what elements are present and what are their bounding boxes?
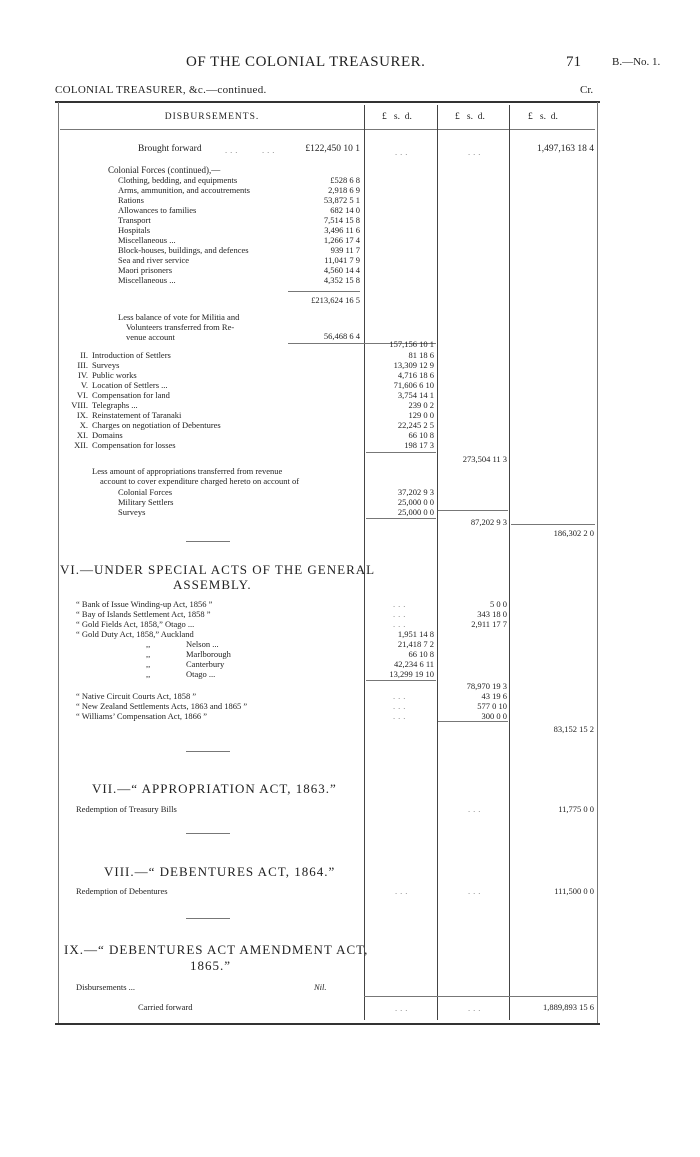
- section-divider: [186, 751, 230, 752]
- item-number: IV.: [78, 370, 88, 380]
- section-7-title: VII.—“ APPROPRIATION ACT, 1863.”: [92, 781, 337, 796]
- less-approp-amount: 25,000 0 0: [397, 507, 434, 517]
- act-amount: 42,234 6 11: [393, 659, 434, 669]
- item-amount: 239 0 2: [408, 400, 434, 410]
- item-label: Reinstatement of Taranaki: [92, 410, 182, 420]
- item-amount: 66 10 8: [408, 430, 434, 440]
- act-amount: 577 0 10: [477, 701, 507, 711]
- subtotal-rule: [288, 291, 360, 292]
- act-amount: 5 0 0: [490, 599, 507, 609]
- act-amount: 43 19 6: [481, 691, 507, 701]
- table-bottom-rule: [55, 1023, 600, 1025]
- act-label: Marlborough: [186, 649, 231, 659]
- cf-item-label: Miscellaneous ...: [118, 235, 176, 245]
- cf-less-line-2: Volunteers transferred from Re-: [126, 322, 235, 332]
- leader-dots: ...: [393, 701, 409, 711]
- item-amount: 4,716 18 6: [397, 370, 434, 380]
- carried-forward-total: 1,889,893 15 6: [543, 1002, 594, 1012]
- act-amount: 66 10 8: [408, 649, 434, 659]
- subtotal-rule: [366, 452, 436, 453]
- section-divider: [186, 541, 230, 542]
- cf-item-amount: 4,352 15 8: [323, 275, 360, 285]
- subtotal-rule: [438, 510, 508, 511]
- leader-dots: ...: [395, 147, 411, 157]
- section-8-label: Redemption of Debentures: [76, 886, 168, 896]
- item-label: Telegraphs ...: [92, 400, 138, 410]
- page-number: 71: [566, 54, 581, 70]
- brought-forward-amount: £122,450 10 1: [305, 144, 360, 154]
- item-amount: 22,245 2 5: [397, 420, 434, 430]
- item-label: Introduction of Settlers: [92, 350, 171, 360]
- item-label: Compensation for losses: [92, 440, 176, 450]
- act-label: “ New Zealand Settlements Acts, 1863 and 1865 ”: [76, 701, 248, 711]
- leader-dots: ...: [468, 1003, 484, 1013]
- brought-forward-total: 1,497,163 18 4: [537, 144, 594, 154]
- cf-less-line-1: Less balance of vote for Militia and: [118, 312, 240, 322]
- column-header-money-1: £ s. d.: [382, 112, 412, 122]
- item-amount: 3,754 14 1: [397, 390, 434, 400]
- item-amount: 198 17 3: [404, 440, 434, 450]
- item-number: IX.: [76, 410, 88, 420]
- cf-item-label: Maori prisoners: [118, 265, 173, 275]
- section-9-label: Disbursements ...: [76, 982, 136, 992]
- page-subtitle: COLONIAL TREASURER, &c.—continued.: [55, 84, 267, 96]
- less-approp-amount: 37,202 9 3: [397, 487, 434, 497]
- less-approp-label: Colonial Forces: [118, 487, 173, 497]
- subtotal-rule: [511, 524, 595, 525]
- less-approp-line-2: account to cover expenditure charged hereto on account of: [100, 476, 300, 486]
- act-label: “ Gold Fields Act, 1858,” Otago ...: [76, 619, 195, 629]
- item-number: XII.: [74, 440, 88, 450]
- section-8-total: 111,500 0 0: [554, 886, 594, 896]
- column-rule-2: [437, 105, 438, 1020]
- cf-item-amount: 53,872 5 1: [323, 195, 360, 205]
- cf-item-label: Sea and river service: [118, 255, 190, 265]
- leader-dots: ...: [468, 147, 484, 157]
- section-8-title: VIII.—“ DEBENTURES ACT, 1864.”: [104, 864, 336, 879]
- act-label: “ Bay of Islands Settlement Act, 1858 ”: [76, 609, 211, 619]
- brought-forward-label: Brought forward: [138, 144, 202, 154]
- frame-right: [597, 102, 598, 1023]
- cf-item-label: Hospitals: [118, 225, 151, 235]
- act-label: Canterbury: [186, 659, 225, 669]
- cf-less-amount: 56,468 6 4: [323, 331, 360, 341]
- document-reference: B.—No. 1.: [612, 56, 661, 68]
- column-header-disbursements: DISBURSEMENTS.: [164, 112, 260, 122]
- cf-item-amount: 11,041 7 9: [324, 255, 360, 265]
- section-9-nil: Nil.: [314, 982, 327, 992]
- section-divider: [186, 918, 230, 919]
- cf-item-amount: £528 6 8: [330, 175, 360, 185]
- item-number: II.: [80, 350, 88, 360]
- leader-dots: ...: [395, 1003, 411, 1013]
- item-number: X.: [79, 420, 88, 430]
- carried-forward-label: Carried forward: [138, 1002, 193, 1012]
- leader-dots: ...: [393, 691, 409, 701]
- ditto-mark: ,,: [146, 669, 151, 679]
- act-label: Otago ...: [186, 669, 216, 679]
- item-label: Location of Settlers ...: [92, 380, 168, 390]
- act-amount: 343 18 0: [477, 609, 507, 619]
- cf-item-label: Miscellaneous ...: [118, 275, 176, 285]
- section-6-title: VI.—UNDER SPECIAL ACTS OF THE GENERAL: [60, 562, 376, 577]
- ditto-mark: ,,: [146, 649, 151, 659]
- cf-subtotal: £213,624 16 5: [311, 295, 360, 305]
- section-7-total: 11,775 0 0: [558, 804, 594, 814]
- subtotal-rule: [366, 680, 436, 681]
- leader-dots: ...: [262, 145, 278, 155]
- cf-item-label: Allowances to families: [118, 205, 197, 215]
- cf-item-label: Clothing, bedding, and equipments: [118, 175, 238, 185]
- leader-dots: ...: [468, 804, 484, 814]
- section-7-label: Redemption of Treasury Bills: [76, 804, 177, 814]
- cf-item-label: Arms, ammunition, and accoutrements: [118, 185, 250, 195]
- leader-dots: ...: [395, 886, 411, 896]
- item-label: Compensation for land: [92, 390, 170, 400]
- act-label: “ Williams’ Compensation Act, 1866 ”: [76, 711, 208, 721]
- section-9-title: IX.—“ DEBENTURES ACT AMENDMENT ACT,: [64, 942, 369, 957]
- less-approp-line-1: Less amount of appropriations transferred from revenue: [92, 466, 283, 476]
- item-number: VIII.: [71, 400, 88, 410]
- frame-left: [58, 102, 59, 1023]
- leader-dots: ...: [393, 619, 409, 629]
- cf-item-amount: 682 14 0: [330, 205, 360, 215]
- item-amount: 13,309 12 9: [393, 360, 434, 370]
- ditto-mark: ,,: [146, 659, 151, 669]
- gold-duty-total: 78,970 19 3: [466, 681, 507, 691]
- cf-item-amount: 4,560 14 4: [323, 265, 360, 275]
- item-amount: 129 0 0: [408, 410, 434, 420]
- item-label: Charges on negotiation of Debentures: [92, 420, 221, 430]
- carried-forward-rule: [364, 996, 597, 997]
- cf-less-line-3: venue account: [126, 332, 175, 342]
- header-bottom-rule: [60, 129, 595, 130]
- act-amount: 1,951 14 8: [397, 629, 434, 639]
- less-approp-net: 186,302 2 0: [553, 528, 594, 538]
- less-approp-amount: 25,000 0 0: [397, 497, 434, 507]
- cf-item-amount: 2,918 6 9: [328, 185, 360, 195]
- subtotal-rule: [438, 721, 508, 722]
- act-amount: 2,911 17 7: [471, 619, 507, 629]
- less-approp-label: Surveys: [118, 507, 146, 517]
- column-rule-3: [509, 105, 510, 1020]
- act-amount: 300 0 0: [481, 711, 507, 721]
- less-approp-total: 87,202 9 3: [470, 517, 507, 527]
- item-number: V.: [80, 380, 88, 390]
- section-6-title-continued: ASSEMBLY.: [173, 577, 252, 592]
- subtotal-rule: [366, 518, 436, 519]
- cf-item-label: Block-houses, buildings, and defences: [118, 245, 249, 255]
- leader-dots: ...: [393, 711, 409, 721]
- item-label: Public works: [92, 370, 137, 380]
- cf-item-amount: 3,496 11 6: [324, 225, 360, 235]
- ditto-mark: ,,: [146, 639, 151, 649]
- leader-dots: ...: [225, 145, 241, 155]
- cf-item-label: Transport: [118, 215, 151, 225]
- leader-dots: ...: [468, 886, 484, 896]
- leader-dots: ...: [393, 599, 409, 609]
- running-title: OF THE COLONIAL TREASURER.: [186, 54, 426, 70]
- less-approp-label: Military Settlers: [118, 497, 174, 507]
- act-label: “ Bank of Issue Winding-up Act, 1856 ”: [76, 599, 213, 609]
- leader-dots: ...: [393, 609, 409, 619]
- item-label: Surveys: [92, 360, 120, 370]
- item-amount: 81 18 6: [408, 350, 434, 360]
- act-label: “ Gold Duty Act, 1858,” Auckland: [76, 629, 194, 639]
- section-9-title-continued: 1865.”: [190, 958, 232, 973]
- column-header-money-3: £ s. d.: [528, 112, 558, 122]
- cf-item-label: Rations: [118, 195, 144, 205]
- item-label: Domains: [92, 430, 123, 440]
- cf-item-amount: 1,266 17 4: [323, 235, 360, 245]
- item-amount: 71,606 6 10: [393, 380, 434, 390]
- section-6-total: 83,152 15 2: [553, 724, 594, 734]
- cf-net: 157,156 10 1: [389, 339, 434, 349]
- item-number: III.: [77, 360, 88, 370]
- numbered-subtotal: 273,504 11 3: [462, 454, 507, 464]
- section-divider: [186, 833, 230, 834]
- item-number: XI.: [76, 430, 88, 440]
- cf-item-amount: 7,514 15 8: [323, 215, 360, 225]
- column-header-money-2: £ s. d.: [455, 112, 485, 122]
- act-label: “ Native Circuit Courts Act, 1858 ”: [76, 691, 197, 701]
- act-amount: 21,418 7 2: [397, 639, 434, 649]
- credit-side-mark: Cr.: [580, 84, 594, 96]
- cf-item-amount: 939 11 7: [330, 245, 360, 255]
- table-top-rule: [55, 101, 600, 103]
- act-label: Nelson ...: [186, 639, 219, 649]
- item-number: VI.: [76, 390, 88, 400]
- act-amount: 13,299 19 10: [389, 669, 434, 679]
- colonial-forces-heading: Colonial Forces (continued),—: [108, 165, 221, 175]
